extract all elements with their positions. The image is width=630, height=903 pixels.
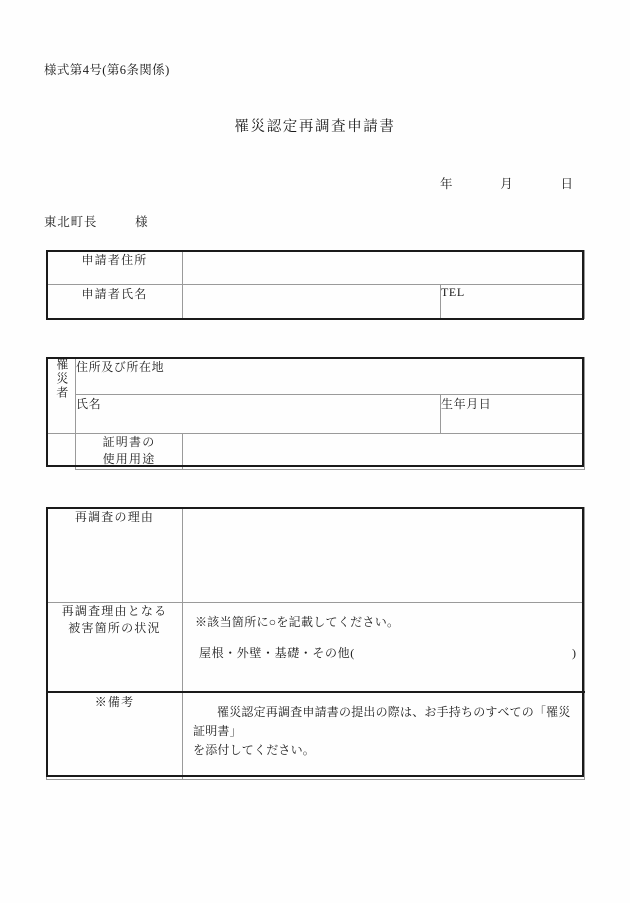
certificate-purpose-field[interactable] bbox=[183, 434, 585, 470]
certificate-purpose-label-line1: 証明書の bbox=[102, 435, 156, 449]
reinvestigation-reason-field[interactable] bbox=[183, 508, 585, 603]
addressee-name: 東北町長 bbox=[44, 215, 98, 229]
applicant-address-label: 申請者住所 bbox=[47, 251, 183, 285]
applicant-name-label: 申請者氏名 bbox=[47, 285, 183, 319]
damage-location-choices-suffix: ) bbox=[572, 645, 577, 660]
table-row bbox=[47, 251, 585, 285]
date-day-label: 日 bbox=[560, 177, 574, 191]
table-row bbox=[47, 692, 585, 780]
victim-table bbox=[46, 357, 585, 470]
form-number: 様式第4号(第6条関係) bbox=[44, 63, 170, 77]
victim-address-label: 住所及び所在地 bbox=[76, 358, 585, 395]
victim-birthdate-label: 生年月日 bbox=[441, 395, 585, 434]
damage-location-choices-prefix: 屋根・外壁・基礎・その他( bbox=[199, 645, 355, 660]
remarks-label: ※備考 bbox=[47, 692, 183, 780]
remarks-text-line1: 罹災認定再調査申請書の提出の際は、お手持ちのすべての「罹災証明書」 bbox=[193, 705, 571, 739]
damage-status-note: ※該当箇所に○を記載してください。 bbox=[195, 615, 400, 629]
table-row bbox=[47, 603, 585, 693]
certificate-purpose-label-line2: 使用用途 bbox=[102, 452, 156, 467]
remarks-text-line2: を添付してください。 bbox=[193, 743, 316, 758]
remarks-text bbox=[183, 693, 584, 761]
applicant-address-field[interactable] bbox=[183, 251, 585, 285]
table-row bbox=[47, 395, 585, 434]
applicant-tel-label: TEL bbox=[441, 285, 585, 319]
table-row bbox=[47, 285, 585, 319]
applicant-table bbox=[46, 250, 585, 319]
damage-status-label-line2: 被害箇所の状況 bbox=[68, 621, 161, 636]
victim-side-label bbox=[47, 358, 76, 434]
table-row bbox=[47, 434, 585, 470]
applicant-name-field[interactable] bbox=[183, 285, 441, 319]
reinvestigation-reason-label: 再調査の理由 bbox=[47, 508, 183, 603]
damage-status-label-line1: 再調査理由となる bbox=[61, 604, 168, 618]
victim-name-label: 氏名 bbox=[76, 395, 441, 434]
date-year-label: 年 bbox=[440, 177, 454, 191]
table-row bbox=[47, 508, 585, 603]
certificate-purpose-label bbox=[76, 434, 183, 470]
damage-status-label bbox=[47, 603, 183, 693]
addressee-line bbox=[44, 212, 148, 230]
damage-status-cell bbox=[183, 603, 585, 693]
page-title: 罹災認定再調査申請書 bbox=[234, 119, 396, 135]
date-month-label: 月 bbox=[500, 177, 514, 191]
addressee-honorific: 様 bbox=[135, 215, 149, 229]
date-line bbox=[440, 174, 574, 192]
victim-side-label-spacer bbox=[47, 434, 76, 470]
table-row bbox=[47, 358, 585, 395]
remarks-cell bbox=[183, 692, 585, 780]
reason-table bbox=[46, 507, 585, 780]
damage-location-choices[interactable] bbox=[183, 632, 584, 661]
victim-side-label-text: 罹災者 bbox=[54, 358, 69, 400]
